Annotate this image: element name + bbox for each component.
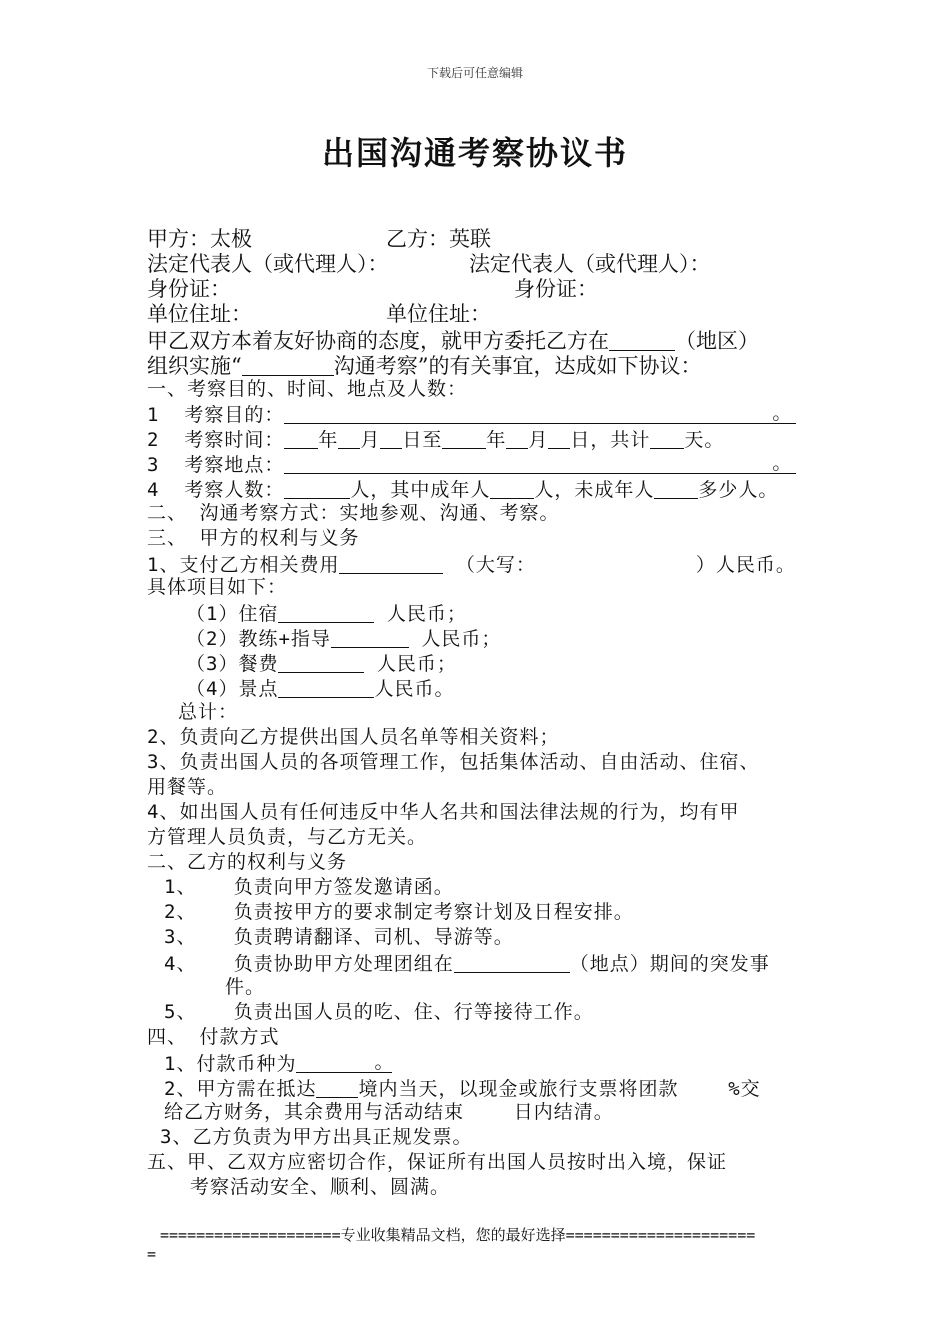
fee-line: 1、支付乙方相关费用 （大写： ）人民币。 <box>147 554 796 576</box>
document-title: 出国沟通考察协议书 <box>321 134 628 172</box>
item-2: 2、负责向乙方提供出国人员名单等相关资料； <box>147 726 560 748</box>
visit-name-blank <box>242 354 334 376</box>
purpose-blank: 。 <box>284 404 796 424</box>
section-2-heading: 二、 沟通考察方式：实地参观、沟通、考察。 <box>147 502 560 524</box>
payment-invoice: 3、乙方负责为甲方出具正规发票。 <box>160 1126 473 1148</box>
rep-a: 法定代表人（或代理人）： <box>147 252 389 276</box>
item-3-line-2: 用餐等。 <box>147 776 228 798</box>
cooperation-line-1: 五、甲、乙双方应密切合作，保证所有出国人员按时出入境，保证 <box>147 1151 728 1173</box>
region-blank <box>609 329 675 351</box>
addr-a: 单位住址： <box>147 302 252 326</box>
b-duty-4: 4、 负责协助甲方处理团组在 （地点）期间的突发事 <box>164 953 770 975</box>
intro-line-2: 组织实施“ 沟通考察”的有关事宜，达成如下协议： <box>147 354 702 378</box>
purpose-line: 1 考察目的： 。 <box>147 404 796 425</box>
fee-total: 总计： <box>178 701 239 723</box>
payment-terms-2: 给乙方财务，其余费用与活动结束 日内结清。 <box>164 1101 614 1123</box>
b-duty-3: 3、 负责聘请翻译、司机、导游等。 <box>164 926 514 948</box>
detail-heading: 具体项目如下： <box>147 576 288 598</box>
item-4-line-2: 方管理人员负责，与乙方无关。 <box>147 826 428 848</box>
fee-item-meals: （3）餐费 人民币； <box>186 653 457 675</box>
rep-b: 法定代表人（或代理人）： <box>469 252 711 276</box>
footer-tail: = <box>147 1245 157 1263</box>
b-duty-5: 5、 负责出国人员的吃、住、行等接待工作。 <box>164 1001 594 1023</box>
cooperation-line-2: 考察活动安全、顺利、圆满。 <box>190 1176 451 1198</box>
id-a: 身份证： <box>147 277 231 301</box>
place-line: 3 考察地点： 。 <box>147 454 796 475</box>
b-duty-4-cont: 件。 <box>225 976 266 998</box>
fee-item-coach: （2）教练+指导 人民币； <box>186 628 502 650</box>
time-line: 2 考察时间： 年 月 日至 年 月 日，共计 天。 <box>147 429 725 451</box>
b-duty-1: 1、 负责向甲方签发邀请函。 <box>164 876 454 898</box>
addr-b: 单位住址： <box>386 302 491 326</box>
header-note: 下载后可任意编辑 <box>426 66 523 80</box>
place-blank: 。 <box>284 454 796 474</box>
intro-line-1: 甲乙双方本着友好协商的态度，就甲方委托乙方在 （地区） <box>147 329 759 353</box>
payment-currency: 1、付款币种为 。 <box>164 1051 395 1075</box>
b-duty-2: 2、 负责按甲方的要求制定考察计划及日程安排。 <box>164 901 634 923</box>
party-b-duties-heading: 二、乙方的权利与义务 <box>147 851 348 873</box>
item-4-line-1: 4、如出国人员有任何违反中华人名共和国法律法规的行为，均有甲 <box>147 801 740 823</box>
section-1-heading: 一、考察目的、时间、地点及人数： <box>147 378 468 400</box>
people-line: 4 考察人数： 人，其中成年人 人，未成年人 多少人。 <box>147 479 779 501</box>
id-b: 身份证： <box>514 277 598 301</box>
party-b: 乙方：英联 <box>386 227 491 251</box>
party-a: 甲方：太极 <box>147 227 252 251</box>
fee-item-sights: （4）景点 人民币。 <box>186 678 455 700</box>
footer-banner: ====================专业收集精品文档，您的最好选择===================== <box>160 1226 756 1244</box>
section-3-heading: 三、 甲方的权利与义务 <box>147 527 360 549</box>
payment-terms-1: 2、甲方需在抵达 境内当天，以现金或旅行支票将团款 %交 <box>164 1078 761 1100</box>
item-3-line-1: 3、负责出国人员的各项管理工作，包括集体活动、自由活动、住宿、 <box>147 751 760 773</box>
fee-item-lodging: （1）住宿 人民币； <box>186 603 467 625</box>
payment-heading: 四、 付款方式 <box>147 1026 280 1048</box>
